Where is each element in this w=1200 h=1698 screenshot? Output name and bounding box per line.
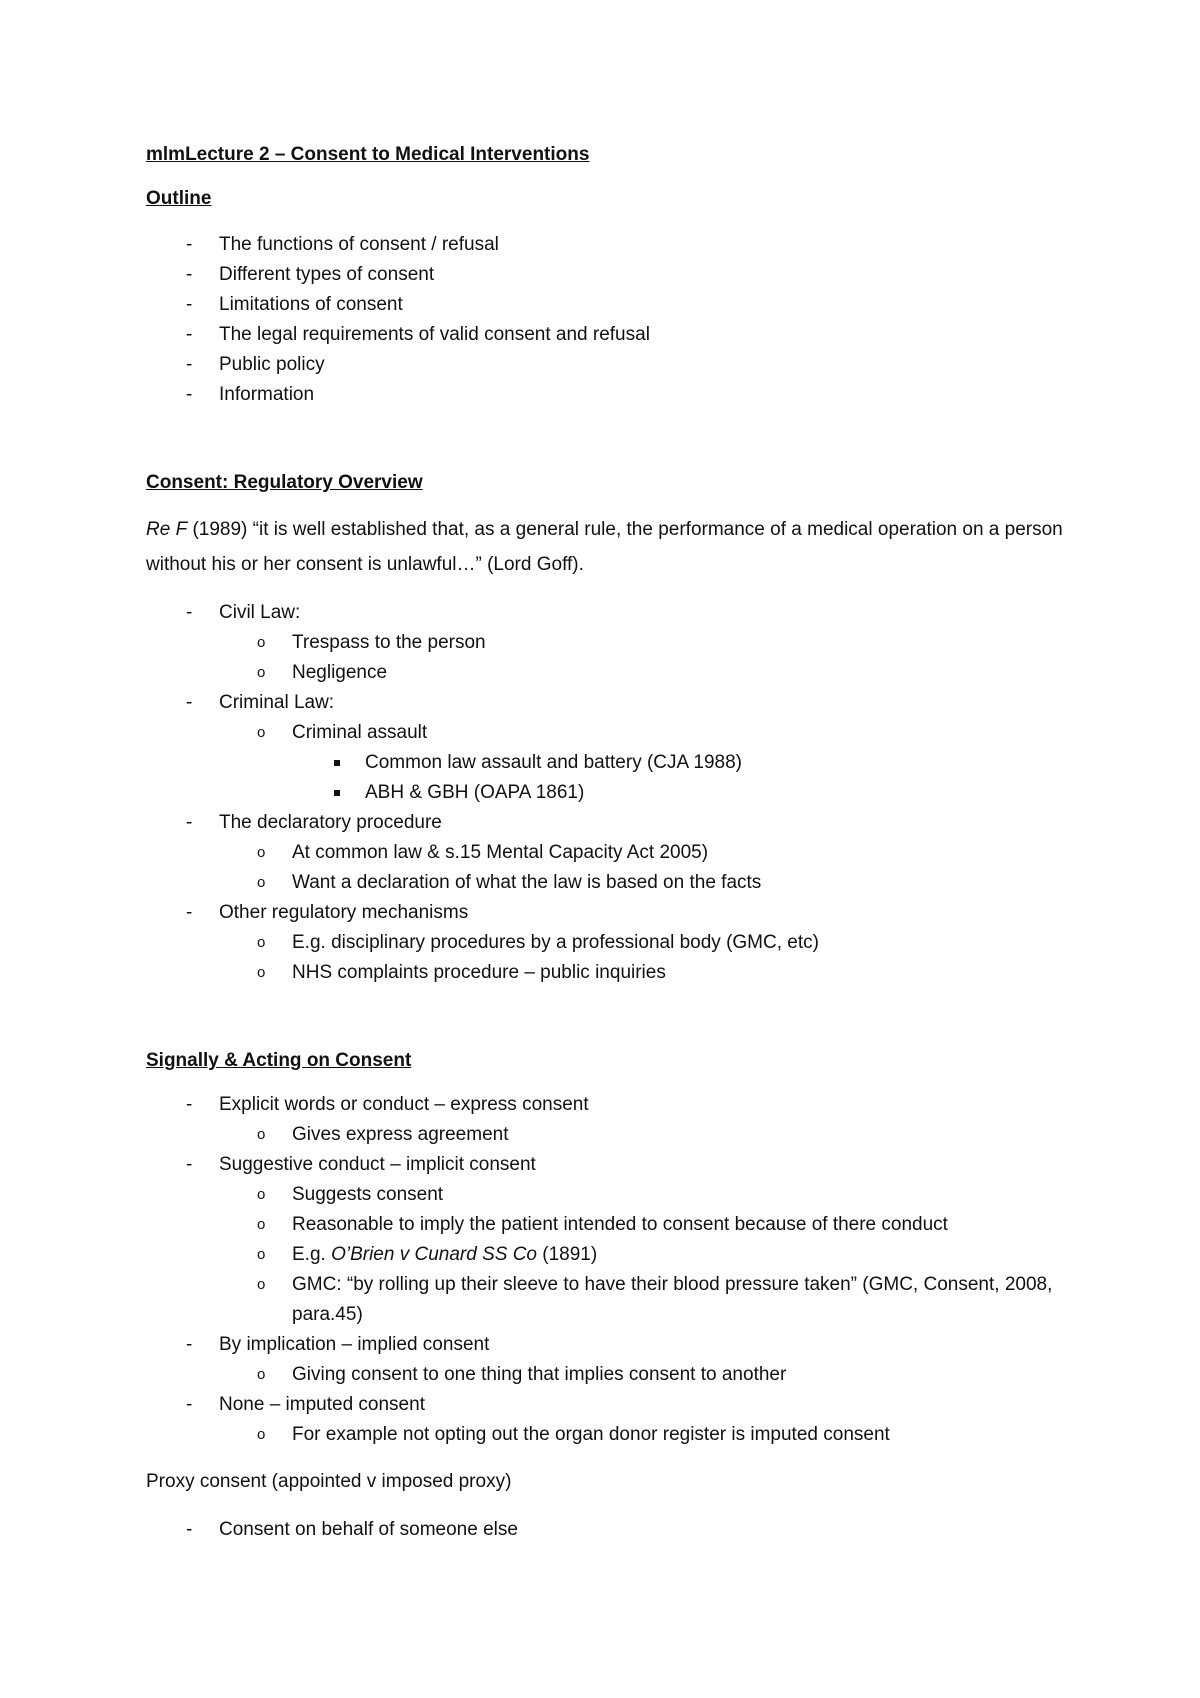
list-item: - None – imputed consent — [146, 1390, 1106, 1420]
list-item: - Suggestive conduct – implicit consent — [146, 1150, 1106, 1180]
list-item: - Public policy — [146, 350, 1106, 380]
list-item: o Trespass to the person — [219, 628, 1106, 658]
list-item: - The declaratory procedure — [146, 808, 1106, 838]
regulatory-heading: Consent: Regulatory Overview — [146, 472, 423, 493]
regulatory-list — [146, 598, 1106, 628]
list-item: - By implication – implied consent — [146, 1330, 1106, 1360]
list-item: - Limitations of consent — [146, 290, 1106, 320]
re-f-quote — [146, 512, 1106, 582]
outline-list — [146, 230, 1106, 410]
list-item: o GMC: “by rolling up their sleeve to have their blood pressure taken” (GMC, Consent, 2008, para.45) — [219, 1270, 1106, 1330]
quote-text: (1989) “it is well established that, as a general rule, the performance of a medical operation on a person without his or her consent is unlawful…” (Lord Goff). — [146, 519, 1063, 575]
list-item: - The legal requirements of valid consent and refusal — [146, 320, 1106, 350]
list-item: - Other regulatory mechanisms — [146, 898, 1106, 928]
explicit-sublist — [219, 1120, 1106, 1150]
signally-list — [146, 1090, 1106, 1120]
list-item: o Criminal assault — [219, 718, 1106, 748]
civil-law-sublist — [219, 628, 1106, 688]
implication-sublist — [219, 1360, 1106, 1390]
list-item: o Suggests consent — [219, 1180, 1106, 1210]
signally-list — [146, 1330, 1106, 1360]
example-year: (1891) — [537, 1244, 598, 1265]
list-item: - Consent on behalf of someone else — [146, 1515, 1106, 1545]
list-item: o Giving consent to one thing that implies consent to another — [219, 1360, 1106, 1390]
declaratory-sublist — [219, 838, 1106, 898]
regulatory-list — [146, 688, 1106, 718]
civil-law-label: Civil Law: — [219, 602, 301, 623]
list-item: o At common law & s.15 Mental Capacity Act 2005) — [219, 838, 1106, 868]
signally-heading: Signally & Acting on Consent — [146, 1050, 412, 1071]
list-item: - Different types of consent — [146, 260, 1106, 290]
example-prefix: E.g. — [292, 1244, 332, 1265]
list-item: o E.g. disciplinary procedures by a professional body (GMC, etc) — [219, 928, 1106, 958]
case-name: Re F — [146, 519, 188, 540]
outline-heading: Outline — [146, 188, 212, 209]
list-item: ABH & GBH (OAPA 1861) — [292, 778, 1106, 808]
proxy-list — [146, 1515, 1106, 1545]
list-item: o Want a declaration of what the law is based on the facts — [219, 868, 1106, 898]
document-title: mlmLecture 2 – Consent to Medical Interventions — [146, 144, 590, 165]
signally-list — [146, 1390, 1106, 1420]
regulatory-list — [146, 808, 1106, 838]
list-item: o Negligence — [219, 658, 1106, 688]
list-item: o For example not opting out the organ donor register is imputed consent — [219, 1420, 1106, 1450]
list-item: - Information — [146, 380, 1106, 410]
proxy-consent-text: Proxy consent (appointed v imposed proxy) — [146, 1471, 512, 1492]
list-item: - Criminal Law: — [146, 688, 1106, 718]
other-mechanisms-sublist — [219, 928, 1106, 988]
suggestive-sublist — [219, 1180, 1106, 1330]
list-item — [219, 1240, 1106, 1270]
list-item: - The functions of consent / refusal — [146, 230, 1106, 260]
regulatory-list — [146, 898, 1106, 928]
document-page — [146, 140, 1106, 1545]
imputed-sublist — [219, 1420, 1106, 1450]
list-item: o NHS complaints procedure – public inquiries — [219, 958, 1106, 988]
case-name: O’Brien v Cunard SS Co — [331, 1244, 537, 1265]
list-item: o Reasonable to imply the patient intended to consent because of there conduct — [219, 1210, 1106, 1240]
list-item — [146, 598, 1106, 628]
list-item: o Gives express agreement — [219, 1120, 1106, 1150]
list-item: Common law assault and battery (CJA 1988) — [292, 748, 1106, 778]
signally-list — [146, 1150, 1106, 1180]
criminal-assault-sublist — [292, 748, 1106, 808]
criminal-law-sublist — [219, 718, 1106, 748]
list-item: - Explicit words or conduct – express consent — [146, 1090, 1106, 1120]
